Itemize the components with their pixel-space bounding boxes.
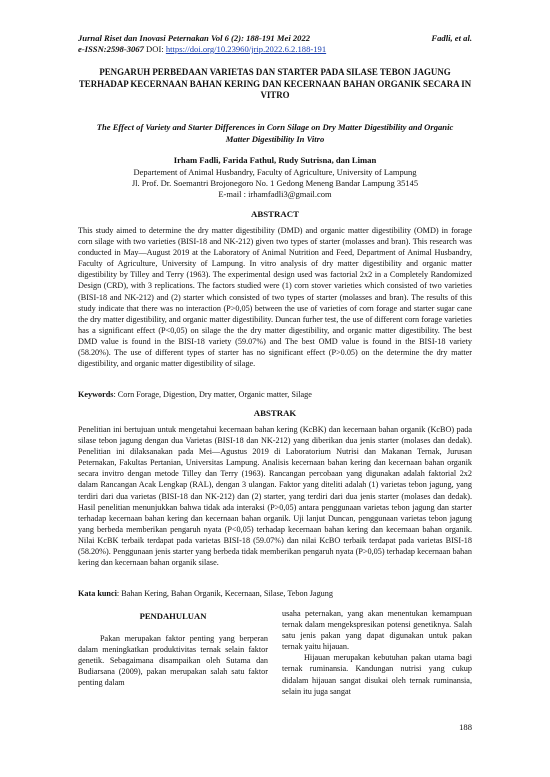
- running-author: Fadli, et al.: [431, 33, 472, 43]
- authors: Irham Fadli, Farida Fathul, Rudy Sutrisna, dan Liman: [173, 155, 377, 165]
- intro-paragraph-2: Hijauan merupakan kebutuhan pakan utama bagi ternak ruminansia. Kandungan nutrisi yang cukup didalam hijauan sangat disukai oleh ternak ruminansia, selain itu juga sangat: [282, 653, 472, 696]
- kata-kunci-text: : Bahan Kering, Bahan Organik, Kecernaan, Silase, Tebon Jagung: [116, 589, 333, 598]
- affiliation-dept: Departement of Animal Husbandry, Faculty of Agriculture, University of Lampung: [133, 167, 417, 177]
- intro-right-column: [282, 608, 472, 697]
- affiliation: [78, 167, 472, 200]
- doi-link[interactable]: https://doi.org/10.23960/jrip.2022.6.2.188-191: [165, 44, 327, 54]
- issn: e-ISSN:2598-3067: [78, 44, 144, 54]
- keywords: [78, 389, 472, 400]
- intro-paragraph-1: Pakan merupakan faktor penting yang berperan dalam meningkatkan produktivitas ternak selain faktor genetik. Sebagaimana disampaikan oleh Sutama dan Budiarsana (2009), pakan merupakan salah satu faktor penting dalam: [78, 634, 268, 688]
- abstrak-text: Penelitian ini bertujuan untuk mengetahui kecernaan bahan kering (KcBK) dan kecernaan bahan organik (KcBO) pada silase tebon jagung dengan dua Varietas (BISI-18 dan NK-212) yang diberikan dua jenis starter (molases dan dedak). Penelitian ini dilaksanakan pada Mei—Agustus 2019 di Laboratorium Nutrisi dan Makanan Ternak, Jurusan Peternakan, Fakultas Pertanian, Universitas Lampung. Analisis kecernaan bahan kering dan kecernaan bahan organik secara invitro dengan metode Tilley dan Terry (1963). Rancangan percobaan yang digunakan adalah faktorial 2x2 dalam Rancangan Acak Lengkap (RAL), dengan 3 ulangan. Faktor yang diteliti adalah (1) varietas tebon jagung, yang terdiri dari dua varietas (BISI-18 dan NK-212) dan (2) starter, yang terdiri dari dua jenis starter (molases dan dedak). Hasil penelitian menunjukkan bahwa tidak ada interaksi (P>0,05) antara penggunaan varietas tebon jagung dan starter terhadap kecernaan bahan kering dan kecernaan bahan organik. Uji lanjut Duncan, penggunaan varietas tebon jagung yang berbeda memberikan pengaruh nyata (P<0,05) terhadap kecernaan bahan kering dan kecernaan bahan organik. Nilai KcBK terbaik terdapat pada varietas BISI-18 (59.07%) dan nilai KcBO terbaik terdapat pada varietas BISI-18 (58.20%). Penggunaan jenis starter yang berbeda tidak memberikan pengaruh nyata (P>0,05) terhadap kecernaan bahan kering dan kecernaan bahan organik silase.: [78, 425, 472, 568]
- abstract-heading: ABSTRACT: [251, 209, 299, 219]
- affiliation-address: Jl. Prof. Dr. Soemantri Brojonegoro No. 1 Gedong Meneng Bandar Lampung 35145: [131, 178, 419, 188]
- journal-header: [78, 33, 326, 55]
- intro-heading: PENDAHULUAN: [139, 611, 207, 621]
- page-number: 188: [459, 722, 472, 732]
- keywords-label: Keywords: [78, 390, 114, 399]
- abstrak-heading: ABSTRAK: [253, 408, 297, 418]
- kata-kunci-label: Kata kunci: [78, 589, 117, 598]
- doi-label: DOI:: [146, 44, 166, 54]
- journal-citation: Jurnal Riset dan Inovasi Peternakan Vol 6 (2): 188-191 Mei 2022: [78, 33, 311, 43]
- english-title: The Effect of Variety and Starter Differences in Corn Silage on Dry Matter Digestibility and Organic Matter Digestibility In Vitro: [96, 122, 454, 144]
- intro-left-column: [78, 611, 268, 689]
- intro-paragraph-1-cont: usaha peternakan, yang akan menentukan kemampuan ternak dalam mengekspresikan potensi genetiknya. Salah satu jenis pakan yang dapat digunakan untuk pakan ternak yaitu hijauan.: [282, 609, 472, 652]
- keywords-text: : Corn Forage, Digestion, Dry matter, Organic matter, Silage: [113, 390, 312, 399]
- affiliation-email: E-mail : irhamfadli3@gmail.com: [218, 189, 332, 199]
- abstract-text: This study aimed to determine the dry matter digestibility (DMD) and organic matter digestibility (OMD) in forage corn silage with two varieties (BISI-18 and NK-212) given two types of starter (molasses and bran). This research was conducted in May—August 2019 at the Laboratory of Animal Nutrition and Feed, Department of Animal Husbandry, Faculty of Agriculture, University of Lampung. In vitro analysis of dry matter digestibility and organic matter digestibility by Tilley and Terry (1963). The experimental design used was factorial 2x2 in a Completely Randomized Design (CRD), with 3 replications. The factors studied were (1) corn stover varieties which consisted of two varieties (BISI-18 and NK-212) and (2) starter which consisted of two types of starter (molasses and bran). The results of this study indicate that there was no interaction (P>0,05) between the use of varieties of corn forage and starter sugar cane the dry matter digestibility, and organic matter digestibility. Duncan furher test, the use of different corn forage varieties has a significant effect (P<0,05) on silage the the dry matter digestibility, and organic matter digestibility. The best DMD value is found in the BISI-18 variety (59.07%) and The best OMD value is found in the BISI-18 variety (58.20%). The use of different types of starter has no significant effect (P>0.05) on the determine the dry matter digestibility, and organic matter digestibility of silage.: [78, 226, 472, 369]
- kata-kunci: [78, 588, 472, 599]
- paper-title: PENGARUH PERBEDAAN VARIETAS DAN STARTER PADA SILASE TEBON JAGUNG TERHADAP KECERNAAN BAHAN KERING DAN KECERNAAN BAHAN ORGANIK SECARA IN VITRO: [78, 67, 472, 100]
